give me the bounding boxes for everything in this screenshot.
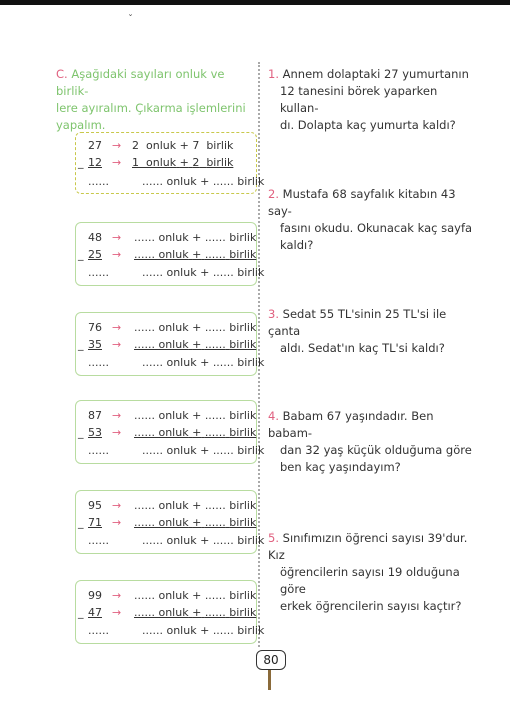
answer-blank[interactable]: ...... — [134, 409, 155, 422]
plus-sign: + — [192, 231, 202, 244]
example-top-ones: 7 — [192, 139, 200, 152]
exercise-row-result — [76, 534, 265, 550]
page-number: 80 — [256, 650, 286, 670]
exercise-row-bottom — [76, 516, 256, 532]
plus-sign: + — [179, 156, 189, 169]
word-problem — [268, 306, 478, 357]
onluk-label: onluk — [158, 426, 189, 439]
column-divider — [258, 62, 260, 647]
birlik-label: birlik — [229, 589, 257, 602]
plus-sign: + — [192, 499, 202, 512]
problem-line: kaldı? — [280, 238, 314, 252]
arrow-icon: → — [112, 321, 122, 334]
problem-line: dan 32 yaş küçük olduğuma göre — [280, 443, 472, 457]
problem-number: 5. — [268, 531, 279, 545]
onluk-label: onluk — [146, 139, 177, 152]
answer-blank[interactable]: ...... — [134, 426, 155, 439]
plus-sign: + — [192, 589, 202, 602]
exercise-row-top — [76, 499, 256, 515]
birlik-label: birlik — [237, 356, 265, 369]
problem-number: 1. — [268, 67, 279, 81]
answer-blank[interactable]: ...... — [134, 589, 155, 602]
exercise-top-num: 95 — [88, 499, 102, 512]
problem-number: 3. — [268, 307, 279, 321]
exercise-row-top — [76, 231, 256, 247]
birlik-label: birlik — [237, 175, 265, 188]
arrow-icon: → — [112, 499, 122, 512]
instruction-line-2: lere ayıralım. Çıkarma işlemlerini — [56, 101, 246, 115]
problem-line: Sınıfımızın öğrenci sayısı 39'dur. Kız — [268, 531, 468, 562]
birlik-label: birlik — [229, 321, 257, 334]
answer-blank[interactable]: ...... — [212, 534, 234, 547]
plus-sign: + — [200, 175, 210, 188]
onluk-label: onluk — [166, 266, 197, 279]
exercise-bottom-num: 71 — [88, 516, 102, 529]
answer-blank[interactable]: ...... — [134, 321, 155, 334]
exercise-row-result — [76, 356, 265, 372]
problem-line: 12 tanesini börek yaparken kullan- — [280, 84, 438, 115]
arrow-icon: → — [112, 156, 122, 169]
word-problem — [268, 408, 478, 476]
plus-sign: + — [192, 409, 202, 422]
plus-sign: + — [200, 444, 210, 457]
birlik-label: birlik — [229, 606, 257, 619]
problem-line: Annem dolaptaki 27 yumurtanın — [282, 67, 469, 81]
birlik-label: birlik — [229, 248, 257, 261]
onluk-label: onluk — [158, 606, 189, 619]
answer-blank[interactable]: ...... — [204, 248, 226, 261]
exercise-row-result — [76, 444, 265, 460]
birlik-label: birlik — [206, 156, 234, 169]
problem-line: Babam 67 yaşındadır. Ben babam- — [268, 409, 434, 440]
arrow-icon: → — [112, 409, 122, 422]
plus-sign: + — [192, 248, 202, 261]
arrow-icon: → — [112, 426, 122, 439]
plus-sign: + — [200, 534, 210, 547]
page-number-stem — [268, 670, 271, 690]
exercise-row-bottom — [76, 248, 256, 264]
arrow-icon: → — [112, 516, 122, 529]
problem-line: ben kaç yaşındayım? — [280, 460, 401, 474]
word-problem — [268, 186, 478, 254]
answer-blank[interactable]: ...... — [88, 624, 109, 637]
exercise-top-num: 87 — [88, 409, 102, 422]
minus-sign: _ — [78, 248, 84, 261]
answer-blank[interactable]: ...... — [88, 444, 109, 457]
answer-blank[interactable]: ...... — [212, 444, 234, 457]
arrow-icon: → — [112, 338, 122, 351]
minus-sign: _ — [78, 338, 84, 351]
example-bottom-tens: 1 — [132, 156, 139, 169]
word-problem — [268, 66, 478, 134]
birlik-label: birlik — [229, 426, 257, 439]
answer-blank[interactable]: ...... — [204, 426, 226, 439]
example-bottom-ones: 2 — [192, 156, 200, 169]
answer-blank[interactable]: ...... — [204, 338, 226, 351]
instruction-line-3: yapalım. — [56, 118, 106, 132]
answer-blank[interactable]: ...... — [134, 499, 155, 512]
onluk-label: onluk — [158, 231, 189, 244]
onluk-label: onluk — [166, 175, 197, 188]
answer-blank: ...... — [88, 175, 109, 188]
answer-blank: ...... — [142, 175, 163, 188]
onluk-label: onluk — [158, 321, 189, 334]
onluk-label: onluk — [158, 248, 189, 261]
exercise-box — [75, 400, 265, 464]
onluk-label: onluk — [166, 356, 197, 369]
answer-blank[interactable]: ...... — [212, 266, 234, 279]
answer-blank[interactable]: ...... — [142, 266, 163, 279]
exercise-box — [75, 222, 265, 286]
birlik-label: birlik — [229, 516, 257, 529]
birlik-label: birlik — [237, 444, 265, 457]
onluk-label: onluk — [146, 156, 177, 169]
onluk-label: onluk — [166, 444, 197, 457]
arrow-icon: → — [112, 231, 122, 244]
instruction — [56, 66, 256, 134]
exercise-bottom-num: 47 — [88, 606, 102, 619]
exercise-row-top — [76, 589, 256, 605]
birlik-label: birlik — [237, 534, 265, 547]
instruction-line-1: Aşağıdaki sayıları onluk ve birlik- — [56, 67, 225, 98]
problem-line: Mustafa 68 sayfalık kitabın 43 say- — [268, 187, 456, 218]
exercise-row-bottom — [76, 426, 256, 442]
exercise-box — [75, 312, 265, 376]
onluk-label: onluk — [166, 534, 197, 547]
answer-blank[interactable]: ...... — [134, 338, 155, 351]
problem-number: 2. — [268, 187, 279, 201]
example-top-tens: 2 — [132, 139, 139, 152]
exercise-row-top — [76, 321, 256, 337]
exercise-box — [75, 580, 265, 644]
answer-blank[interactable]: ...... — [204, 231, 226, 244]
answer-blank[interactable]: ...... — [204, 409, 226, 422]
answer-blank[interactable]: ...... — [88, 356, 109, 369]
arrow-icon: → — [112, 589, 122, 602]
exercise-top-num: 99 — [88, 589, 102, 602]
answer-blank: ...... — [212, 175, 234, 188]
answer-blank[interactable]: ...... — [204, 321, 226, 334]
onluk-label: onluk — [158, 589, 189, 602]
problem-line: öğrencilerin sayısı 19 olduğuna göre — [280, 565, 460, 596]
minus-sign: _ — [78, 606, 84, 619]
plus-sign: + — [200, 356, 210, 369]
plus-sign: + — [192, 338, 202, 351]
exercise-bottom-num: 35 — [88, 338, 102, 351]
answer-blank[interactable]: ...... — [88, 266, 109, 279]
example-row-result — [76, 175, 265, 191]
minus-sign: _ — [78, 426, 84, 439]
minus-sign: _ — [78, 516, 84, 529]
exercise-row-bottom — [76, 338, 256, 354]
speck-mark: ˇ — [128, 14, 133, 25]
plus-sign: + — [192, 426, 202, 439]
exercise-row-result — [76, 266, 265, 282]
problem-line: fasını okudu. Okunacak kaç sayfa — [280, 221, 473, 235]
example-top-num: 27 — [88, 139, 102, 152]
top-border — [0, 0, 510, 5]
birlik-label: birlik — [237, 266, 265, 279]
answer-blank[interactable]: ...... — [204, 589, 226, 602]
arrow-icon: → — [112, 248, 122, 261]
birlik-label: birlik — [229, 499, 257, 512]
answer-blank[interactable]: ...... — [134, 516, 155, 529]
exercise-box — [75, 490, 265, 554]
exercise-top-num: 76 — [88, 321, 102, 334]
section-letter: C. — [56, 67, 68, 81]
exercise-top-num: 48 — [88, 231, 102, 244]
onluk-label: onluk — [166, 624, 197, 637]
answer-blank[interactable]: ...... — [204, 606, 226, 619]
answer-blank[interactable]: ...... — [142, 444, 163, 457]
birlik-label: birlik — [229, 231, 257, 244]
plus-sign: + — [192, 321, 202, 334]
arrow-icon: → — [112, 139, 122, 152]
answer-blank[interactable]: ...... — [88, 534, 109, 547]
plus-sign: + — [192, 516, 202, 529]
answer-blank[interactable]: ...... — [204, 499, 226, 512]
plus-sign: + — [200, 266, 210, 279]
onluk-label: onluk — [158, 338, 189, 351]
answer-blank[interactable]: ...... — [134, 248, 155, 261]
answer-blank[interactable]: ...... — [212, 356, 234, 369]
problem-line: aldı. Sedat'ın kaç TL'si kaldı? — [280, 341, 445, 355]
plus-sign: + — [192, 606, 202, 619]
word-problem — [268, 530, 478, 615]
onluk-label: onluk — [158, 499, 189, 512]
answer-blank[interactable]: ...... — [142, 624, 163, 637]
plus-sign: + — [179, 139, 189, 152]
exercise-bottom-num: 53 — [88, 426, 102, 439]
problem-line: Sedat 55 TL'sinin 25 TL'si ile çanta — [268, 307, 447, 338]
answer-blank[interactable]: ...... — [134, 231, 155, 244]
onluk-label: onluk — [158, 409, 189, 422]
exercise-bottom-num: 25 — [88, 248, 102, 261]
plus-sign: + — [200, 624, 210, 637]
exercise-row-result — [76, 624, 265, 640]
exercise-row-top — [76, 409, 256, 425]
example-box — [75, 132, 265, 194]
exercise-row-bottom — [76, 606, 256, 622]
answer-blank[interactable]: ...... — [204, 516, 226, 529]
problem-line: erkek öğrencilerin sayısı kaçtır? — [280, 599, 462, 613]
birlik-label: birlik — [237, 624, 265, 637]
birlik-label: birlik — [229, 338, 257, 351]
answer-blank[interactable]: ...... — [212, 624, 234, 637]
answer-blank[interactable]: ...... — [142, 534, 163, 547]
problem-line: dı. Dolapta kaç yumurta kaldı? — [280, 118, 456, 132]
birlik-label: birlik — [229, 409, 257, 422]
birlik-label: birlik — [206, 139, 234, 152]
example-row-top — [76, 139, 256, 155]
answer-blank[interactable]: ...... — [142, 356, 163, 369]
minus-sign: _ — [78, 156, 84, 169]
example-bottom-num: 12 — [88, 156, 102, 169]
example-row-bottom — [76, 156, 256, 172]
arrow-icon: → — [112, 606, 122, 619]
answer-blank[interactable]: ...... — [134, 606, 155, 619]
problem-number: 4. — [268, 409, 279, 423]
onluk-label: onluk — [158, 516, 189, 529]
